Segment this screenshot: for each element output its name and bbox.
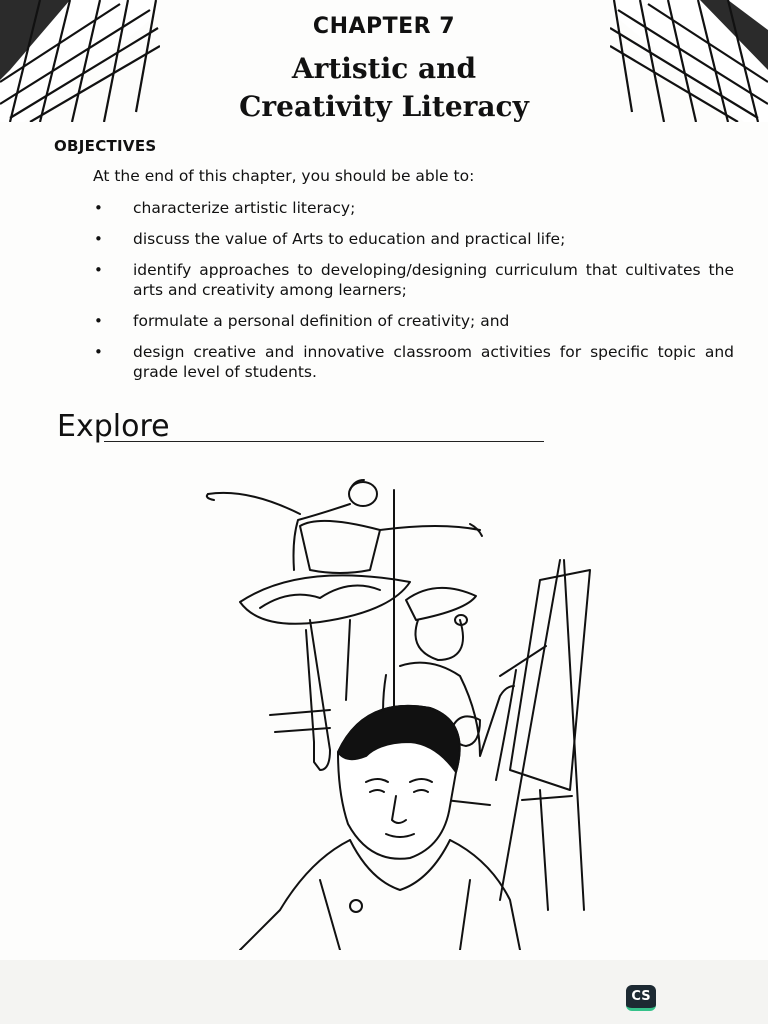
explore-heading-rule — [104, 441, 544, 442]
objective-item — [92, 229, 734, 249]
explore-heading: Explore — [57, 409, 170, 444]
bullet-icon: • — [94, 343, 103, 361]
objective-text: discuss the value of Arts to education and practical life; — [133, 230, 566, 248]
artists-illustration — [200, 470, 600, 950]
bullet-icon: • — [94, 230, 103, 248]
objective-text: characterize artistic literacy; — [133, 199, 356, 217]
objective-item — [92, 342, 734, 382]
objectives-heading: OBJECTIVES — [54, 137, 157, 155]
chapter-title-text: Artistic and Creativity Literacy — [239, 52, 529, 123]
objective-text: design creative and innovative classroom activities for specific topic and grade level of students. — [133, 343, 734, 381]
objective-text: identify approaches to developing/designing curriculum that cultivates the arts and creativity among learners; — [133, 261, 734, 299]
bullet-icon: • — [94, 261, 103, 279]
man-figure — [240, 706, 520, 950]
easel — [500, 560, 590, 910]
objective-item — [92, 311, 734, 331]
bullet-icon: • — [94, 312, 103, 330]
objective-item — [92, 198, 734, 218]
bullet-icon: • — [94, 199, 103, 217]
chapter-number: CHAPTER 7 — [312, 14, 456, 39]
objective-item — [92, 260, 734, 300]
objective-text: formulate a personal definition of creativity; and — [133, 312, 510, 330]
chapter-title — [0, 50, 768, 126]
camscanner-logo — [626, 985, 656, 1011]
objectives-list — [92, 198, 734, 393]
objectives-intro: At the end of this chapter, you should be able to: — [93, 167, 475, 185]
camscanner-logo-text: CS — [631, 989, 651, 1004]
